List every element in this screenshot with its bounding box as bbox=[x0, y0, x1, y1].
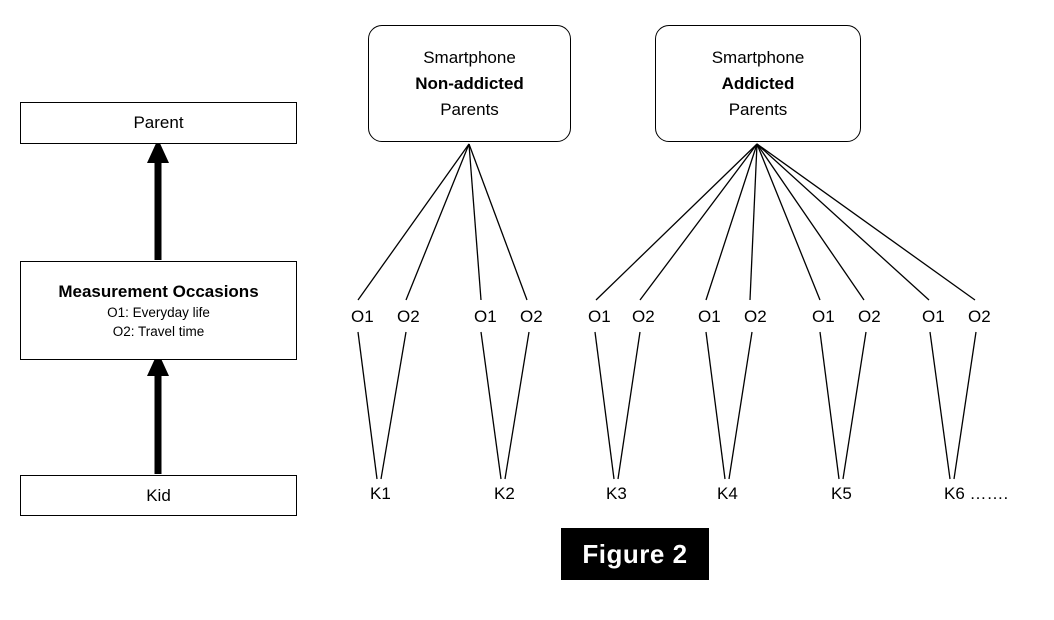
measurement-occasions-box bbox=[20, 261, 297, 360]
group-box-addicted bbox=[655, 25, 861, 142]
group-addicted-line3: Parents bbox=[728, 99, 788, 119]
occasion-label-5: O1 bbox=[588, 307, 611, 326]
kid-label-1: K1 bbox=[370, 484, 391, 503]
occasion-label-4: O2 bbox=[520, 307, 543, 326]
occasion-label-12: O2 bbox=[968, 307, 991, 326]
group-addicted-line1: Smartphone bbox=[711, 47, 805, 67]
figure-caption: Figure 2 bbox=[561, 528, 709, 580]
kid-label-5: K5 bbox=[831, 484, 852, 503]
kid-label-3: K3 bbox=[606, 484, 627, 503]
occasion-label-11: O1 bbox=[922, 307, 945, 326]
occasion-label-1: O1 bbox=[351, 307, 374, 326]
occasion-label-6: O2 bbox=[632, 307, 655, 326]
group-addicted-line2: Addicted bbox=[721, 73, 795, 93]
kid-label-6: K6 ……. bbox=[944, 484, 1009, 503]
measurement-box-line1: O1: Everyday life bbox=[107, 304, 210, 320]
kid-box bbox=[20, 475, 297, 516]
arrow-kid-to-measurement bbox=[147, 352, 169, 474]
occasion-label-7: O1 bbox=[698, 307, 721, 326]
occasion-label-8: O2 bbox=[744, 307, 767, 326]
fan-addicted bbox=[596, 144, 975, 300]
links-occasions-to-kids bbox=[358, 332, 976, 479]
kid-box-label: Kid bbox=[146, 485, 171, 505]
measurement-box-line2: O2: Travel time bbox=[112, 323, 205, 339]
fan-nonaddicted bbox=[358, 144, 527, 300]
group-box-non-addicted bbox=[368, 25, 571, 142]
occasion-label-3: O1 bbox=[474, 307, 497, 326]
kid-label-4: K4 bbox=[717, 484, 738, 503]
parent-box-label: Parent bbox=[133, 113, 184, 132]
group-non-addicted-line1: Smartphone bbox=[423, 47, 516, 67]
occasion-label-10: O2 bbox=[858, 307, 881, 326]
arrow-measurement-to-parent bbox=[147, 139, 169, 260]
measurement-box-title: Measurement Occasions bbox=[58, 281, 259, 301]
kid-label-2: K2 bbox=[494, 484, 515, 503]
group-non-addicted-line3: Parents bbox=[440, 99, 499, 119]
occasion-label-2: O2 bbox=[397, 307, 420, 326]
occasion-label-9: O1 bbox=[812, 307, 835, 326]
parent-box bbox=[20, 102, 297, 144]
group-non-addicted-line2: Non-addicted bbox=[415, 73, 524, 93]
